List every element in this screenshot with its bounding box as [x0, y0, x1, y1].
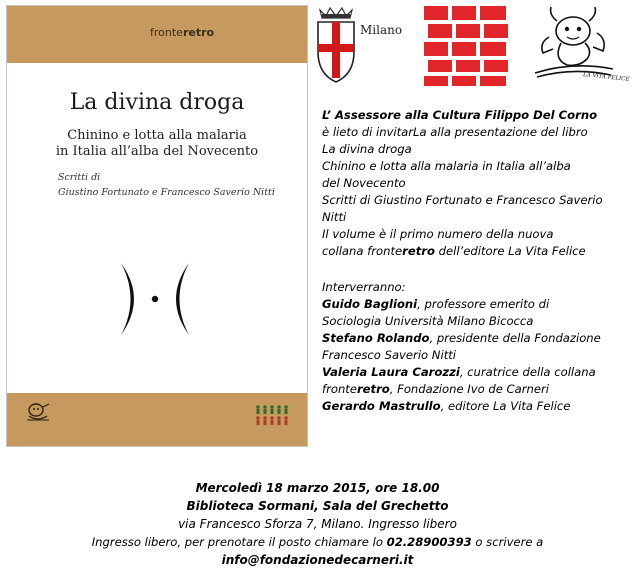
fondazione-red-grid-icon: [422, 4, 512, 88]
series-line2: collana fronteretro dell’editore La Vita Felice: [322, 244, 586, 258]
moon-phases-icon: [107, 259, 207, 339]
speaker-2-role: Francesco Saverio Nitti: [322, 348, 457, 362]
event-date: Mercoledì 18 marzo 2015, ore 18.00: [195, 481, 440, 495]
event-address: via Francesco Sforza 7, Milano. Ingresso libero: [178, 517, 457, 531]
authors-line1: Scritti di Giustino Fortunato e Francesco Saverio: [322, 193, 603, 207]
vita-felice-text: LA VITA FELICE: [582, 72, 630, 83]
cover-written-by: Scritti di: [58, 172, 101, 183]
speaker-2: Stefano Rolando, presidente della Fondazione: [322, 331, 601, 345]
monkey-logo-icon: [527, 3, 630, 85]
milano-coat-of-arms-icon: [314, 6, 358, 84]
event-booking: Ingresso libero, per prenotare il posto chiamare lo 02.28900393 o scrivere a: [91, 535, 544, 549]
event-venue: Biblioteca Sormani, Sala del Grechetto: [186, 499, 449, 513]
cover-subtitle-line1: Chinino e lotta alla malaria: [67, 128, 247, 143]
cover-authors: Giustino Fortunato e Francesco Saverio Nitti: [58, 187, 275, 198]
speaker-1: Guido Baglioni, professore emerito di: [322, 297, 550, 311]
speaker-1-role: Sociologia Università Milano Bicocca: [322, 314, 534, 328]
monkey-logo-small-icon: [25, 401, 51, 423]
invite-line: è lieto di invitarLa alla presentazione del libro: [322, 125, 588, 139]
booking-email[interactable]: info@fondazionedecarneri.it: [221, 553, 414, 567]
speakers-heading: Interverranno:: [322, 280, 406, 294]
speaker-3: Valeria Laura Carozzi, curatrice della collana: [322, 365, 596, 379]
cover-series-mark: fronteretro: [150, 26, 215, 39]
cover-subtitle-line2: in Italia all’alba del Novecento: [55, 144, 259, 159]
series-line1: Il volume è il primo numero della nuova: [322, 227, 554, 241]
book-subtitle-line1: Chinino e lotta alla malaria in Italia all’alba: [322, 159, 571, 173]
authors-line2: Nitti: [322, 210, 347, 224]
host-line: L’ Assessore alla Cultura Filippo Del Corno: [322, 108, 598, 122]
speaker-4: Gerardo Mastrullo, editore La Vita Felice: [322, 399, 571, 413]
cover-title: La divina droga: [69, 90, 245, 115]
people-grid-logo-icon: [254, 404, 288, 428]
book-cover: [6, 5, 308, 447]
book-subtitle-line2: del Novecento: [322, 176, 406, 190]
book-title: La divina droga: [322, 142, 412, 156]
booking-phone[interactable]: 02.28900393: [386, 535, 472, 549]
speaker-3-role: fronteretro, Fondazione Ivo de Carneri: [322, 382, 549, 396]
milano-logo-text: Milano: [360, 23, 403, 37]
